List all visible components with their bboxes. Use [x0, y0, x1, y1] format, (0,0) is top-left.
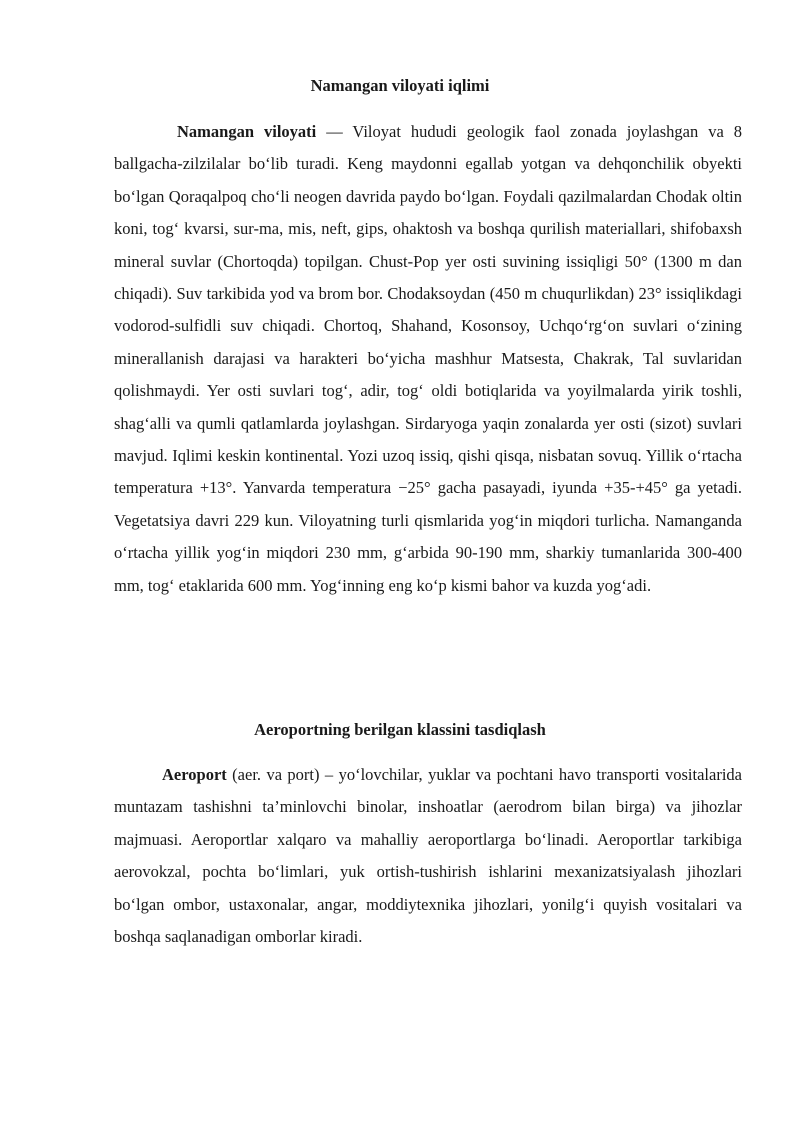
- paragraph-climate: [114, 116, 742, 602]
- paragraph-body-text: — Viloyat hududi geologik faol zonada joylashgan va 8 ballgacha-zilzilalar bo‘lib turadi. Keng maydonni egallab yotgan va dehqonchilik obyekti bo‘lgan Qoraqalpoq cho‘li neogen davrida paydo bo‘lgan. Foydali qazilmalardan Chodak oltin koni, tog‘ kvarsi, sur-ma, mis, neft, gips, ohaktosh va boshqa qurilish materiallari, shifobaxsh mineral suvlar (Chortoqda) topilgan. Chust-Pop yer osti suvining issiqligi 50° (1300 m dan chiqadi). Suv tarkibida yod va brom bor. Chodaksoydan (450 m chuqurlikdan) 23° issiqlikdagi vodorod-sulfidli suv chiqadi. Chortoq, Shahand, Kosonsoy, Uchqo‘rg‘on suvlari o‘zining minerallanish darajasi va harakteri bo‘yicha mashhur Matsesta, Chakrak, Tal suvlaridan qolishmaydi. Yer osti suvlari tog‘, adir, tog‘ oldi botiqlarida va yoyilmalarda yirik toshli, shag‘alli va qumli qatlamlarda joylashgan. Sirdaryoga yaqin zonalarda yer osti (sizot) suvlari mavjud. Iqlimi keskin kontinental. Yozi uzoq issiq, qishi qisqa, nisbatan sovuq. Yillik o‘rtacha temperatura +13°. Yanvarda temperatura −25° gacha pasayadi, iyunda +35-+45° ga yetadi. Vegetatsiya davri 229 kun. Viloyatning turli qismlarida yog‘in miqdori turlicha. Namanganda o‘rtacha yillik yog‘in miqdori 230 mm, g‘arbida 90-190 mm, sharkiy tumanlarida 300-400 mm, tog‘ etaklarida 600 mm. Yog‘inning eng ko‘p kismi bahor va kuzda yog‘adi.: [114, 122, 743, 595]
- paragraph-airport: [114, 759, 742, 953]
- section-title-climate: Namangan viloyati iqlimi: [310, 76, 490, 95]
- paragraph-lead-term: Namangan viloyati: [177, 122, 317, 141]
- paragraph-lead-term: Aeroport: [162, 765, 227, 784]
- paragraph-body-text: (aer. va port) – yo‘lovchilar, yuklar va pochtani havo transporti vositalarida muntazam tashishni ta’minlovchi binolar, inshoatlar (aerodrom bilan birga) va jihozlar majmuasi. Aeroportlar xalqaro va mahalliy aeroportlarga bo‘linadi. Aeroportlar tarkibiga aerovokzal, pochta bo‘limlari, yuk ortish-tushirish ishlarini mexanizatsiyalash jihozlari bo‘lgan ombor, ustaxonalar, angar, moddiytexnika jihozlari, yonilg‘i quyish vositalari va boshqa saqlanadigan omborlar kiradi.: [114, 765, 742, 947]
- section-title-airport: Aeroportning berilgan klassini tasdiqlash: [254, 720, 546, 739]
